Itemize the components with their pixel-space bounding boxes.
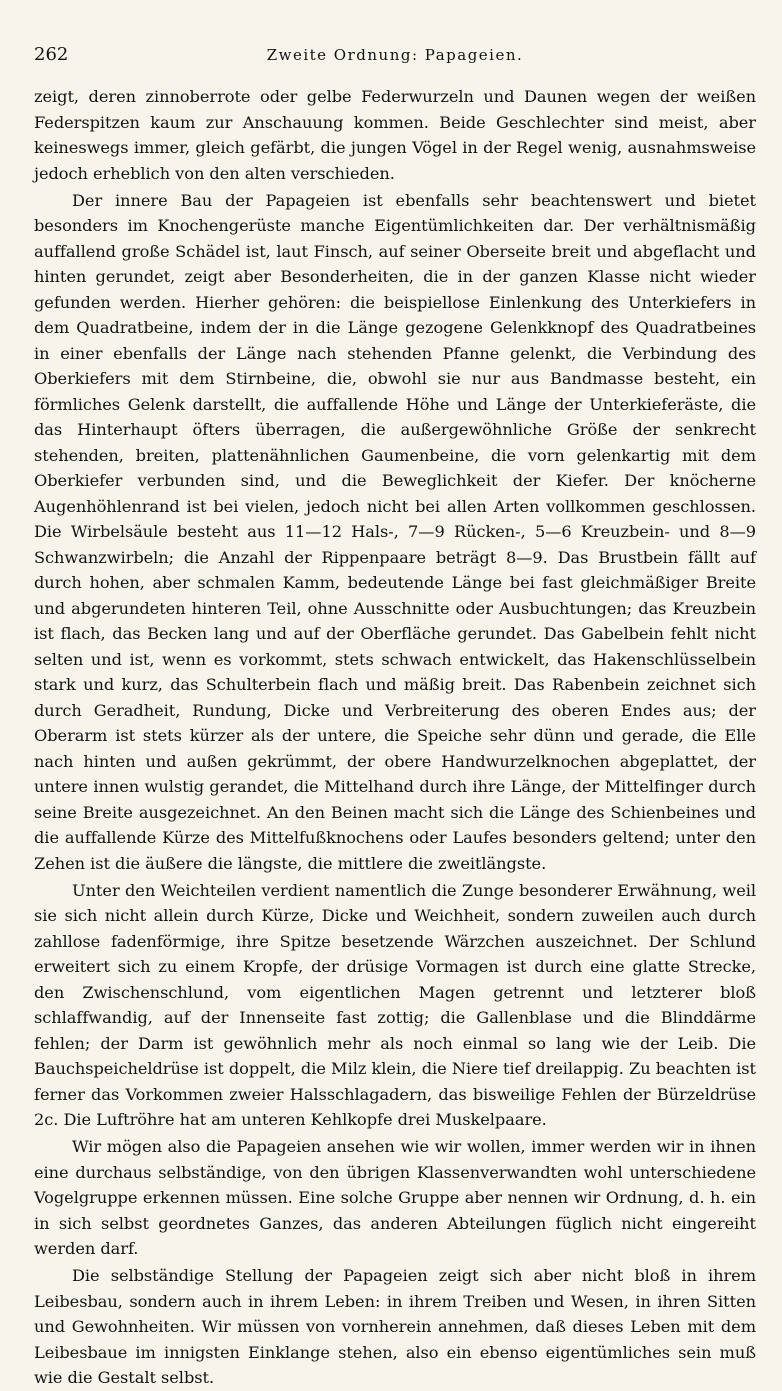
body-text [34,84,756,1391]
paragraph-soft-tissue: Unter den Weichteilen verdient namentlich die Zunge besonderer Erwähnung, weil sie sich nicht allein durch Kürze, Dicke und Weichheit, sondern zuweilen auch durch zahllose fadenförmige, ihre Spitze besetzende Wärzchen auszeichnet. Der Schlund erweitert sich zu einem Kropfe, der drüsige Vormagen ist durch eine glatte Strecke, den Zwischenschlund, vom eigentlichen Magen getrennt und letzterer bloß schlaffwandig, auf der Innenseite fast zottig; die Gallenblase und die Blinddärme fehlen; der Darm ist gewöhnlich mehr als noch einmal so lang wie der Leib. Die Bauchspeicheldrüse ist doppelt, die Milz klein, die Niere tief dreilappig. Zu beachten ist ferner das Vorkommen zweier Halsschlagadern, das bisweilige Fehlen der Bürzeldrüse 2c. Die Luftröhre hat am unteren Kehlkopfe drei Muskelpaare. [34,880,756,1129]
page-number: 262 [34,44,69,65]
paragraph-order: Wir mögen also die Papageien ansehen wie wir wollen, immer werden wir in ihnen eine durchaus selbständige, von den übrigen Klassenverwandten wohl unterschiedene Vogelgruppe erkennen müssen. Eine solche Gruppe aber nennen wir Ordnung, d. h. ein in sich selbst geordnetes Ganzes, das anderen Abteilungen füglich nicht eingereiht werden darf. [34,1137,756,1258]
page-header [34,44,756,74]
paragraph-life: Die selbständige Stellung der Papageien zeigt sich aber nicht bloß in ihrem Leibesbau, sondern auch in ihrem Leben: in ihrem Treiben und Wesen, in ihren Sitten und Gewohnheiten. Wir müssen von vornherein annehmen, daß dieses Leben mit dem Leibesbaue im innigsten Einklange stehen, also ein ebenso eigentümliches sein muß wie die Gestalt selbst. [34,1266,756,1387]
running-title: Zweite Ordnung: Papageien. [266,46,524,64]
paragraph-skeleton: Der innere Bau der Papageien ist ebenfalls sehr beachtenswert und bietet besonders im Knochengerüste manche Eigentümlichkeiten dar. Der verhältnismäßig auffallend große Schädel ist, laut Finsch, auf seiner Oberseite breit und abgeflacht und hinten gerundet, zeigt aber Besonderheiten, die in der ganzen Klasse nicht wieder gefunden werden. Hierher gehören: die beispiellose Einlenkung des Unterkiefers in dem Quadratbeine, indem der in die Länge gezogene Gelenkknopf des Quadratbeines in einer ebenfalls der Länge nach stehenden Pfanne gelenkt, die Verbindung des Oberkiefers mit dem Stirnbeine, die, obwohl sie nur aus Bandmasse besteht, ein förmliches Gelenk darstellt, die auffallende Höhe und Länge der Unterkieferäste, die das Hinterhaupt öfters überragen, die außergewöhnliche Größe der senkrecht stehenden, breiten, plattenähnlichen Gaumenbeine, die vorn gelenkartig mit dem Oberkiefer verbunden sind, und die Beweglichkeit der Kiefer. Der knöcherne Augenhöhlenrand ist bei vielen, jedoch nicht bei allen Arten vollkommen geschlossen. Die Wirbelsäule besteht aus 11—12 Hals-, 7—9 Rücken-, 5—6 Kreuzbein- und 8—9 Schwanzwirbeln; die Anzahl der Rippenpaare beträgt 8—9. Das Brustbein fällt auf durch hohen, aber schmalen Kamm, bedeutende Länge bei fast gleichmäßiger Breite und abgerundeten hinteren Teil, ohne Ausschnitte oder Ausbuchtungen; das Kreuzbein ist flach, das Becken lang und auf der Oberfläche gerundet. Das Gabelbein fehlt nicht selten und ist, wenn es vorkommt, stets schwach entwickelt, das Hakenschlüsselbein stark und kurz, das Schulterbein flach und mäßig breit. Das Rabenbein zeichnet sich durch Geradheit, Rundung, Dicke und Verbreiterung des oberen Endes aus; der Oberarm ist stets kürzer als der untere, die Speiche sehr dünn und gerade, die Elle nach hinten und außen gekrümmt, der obere Handwurzelknochen abgeplattet, der untere innen wulstig gerandet, die Mittelhand durch ihre Länge, der Mittelfinger durch seine Breite ausgezeichnet. An den Beinen macht sich die Länge des Schienbeines und die auffallende Kürze des Mittelfußknochens oder Laufes besonders geltend; unter den Zehen ist die äußere die längste, die mittlere die zweitlängste. [34,190,756,873]
paragraph-continuation: zeigt, deren zinnoberrote oder gelbe Federwurzeln und Daunen wegen der weißen Federspitzen kaum zur Anschauung kommen. Beide Geschlechter sind meist, aber keineswegs immer, gleich gefärbt, die jungen Vögel in der Regel wenig, ausnahmsweise jedoch erheblich von den alten verschieden. [34,87,756,183]
